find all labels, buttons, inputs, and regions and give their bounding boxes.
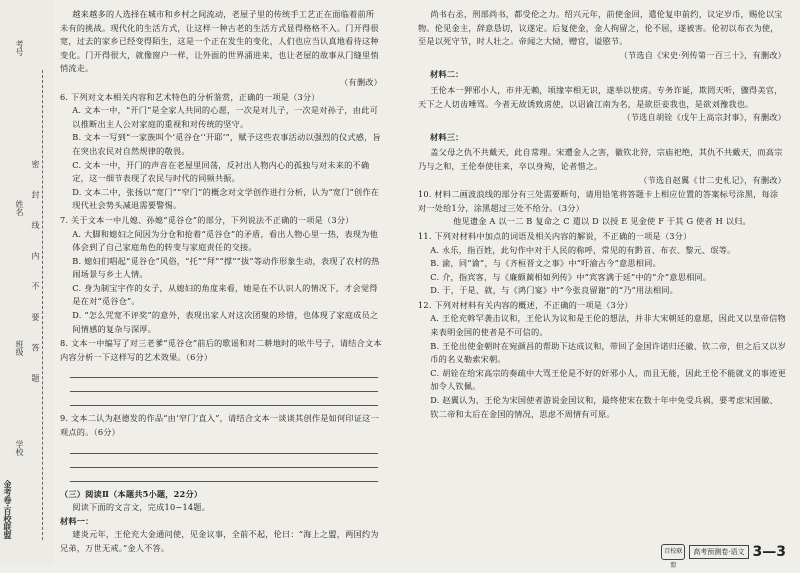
material-3-title: 材料三： [430, 131, 464, 142]
q12-option-d: D. 赵翼认为，王伦为宋国使者游说金国议和，最终使宋在数十年中免受兵祸，要考虑宋国徽、钦二帝和太后在金国的情况，思虑不周情有可原。 [430, 395, 778, 419]
source-note-1: （节选自《宋史·列传第一百三十》，有删改） [619, 49, 786, 60]
question-9: 9. 文本二认为赵德发的作品“由‘窄门’直入”，请结合文本一谈谈其创作是如何印证这一观点的。（6分） [60, 413, 379, 438]
q6-option-a: A. 文本一中，“开门”是全家人共同的心愿，一次是对儿子，一次是对孙子，由此可以推断出主人公对家庭的重视和对传统的坚守。 [72, 105, 378, 129]
question-11: 11. 下列对材料中加点的词语及相关内容的解说，不正确的一项是（3分） [418, 230, 692, 241]
question-6: 6. 下列对文本相关内容和艺术特色的分析鉴赏，正确的一项是（3分） [60, 91, 320, 102]
class-label: 班级 [15, 340, 24, 356]
footer-badge [661, 544, 786, 569]
q11-option-d: D. 于，于是、就，与《鸿门宴》中“今张良留谢”的“乃”用法相同。 [430, 285, 678, 296]
material-3-text: 盖父母之仇不共戴天，此自常理。宋遭金人之害，徽钦北狩，宗庙祀绝，其仇不共戴天，而高宗乃与之和，王伦奉使往来，卒以身殉，论者惜之。 [418, 147, 783, 171]
q11-option-a: A. 永乐，指百姓，此句作中对于人民的称呼，常见的有黔首、布衣、黎元、氓等。 [430, 244, 736, 255]
material-1-title: 材料一： [60, 515, 94, 526]
right-column [418, 8, 786, 421]
binding-dashed-line [42, 70, 43, 540]
material-2-title: 材料二： [430, 69, 464, 80]
answer-line[interactable] [70, 440, 378, 454]
question-7: 7. 关于文本一中儿媳、孙媳“觅谷仓”的部分，下列说法不正确的一项是（3分） [60, 214, 354, 225]
seal-line-text: 密 封 线 内 不 要 答 题 [31, 160, 40, 392]
question-12: 12. 下列对材料有关内容的概述，不正确的一项是（3分） [418, 299, 633, 310]
q10-sentence[interactable]: 他见遗金 A 以一二 B 复命之 C 遣以 D 以授 E 见金使 F 于其 G 使者 H 以归。 [453, 216, 751, 227]
question-10: 10. 材料二画波浪线的部分有三处需要断句，请用铅笔将答题卡上相应位置的答案标号涂黑，每涂对一处给1分，涂黑超过三处不给分。（3分） [418, 189, 779, 213]
section-3-intro: 阅读下面的文言文，完成10~14题。 [72, 502, 211, 513]
q12-option-a: A. 王伦充斡罕袭击议和，王伦认为议和是王伦的想法，并非大宋朝廷的意愿，因此又以皇帝信物来表明金国的使者是不可信的。 [430, 313, 786, 338]
material-2-text: 王伦本一狎邪小人，市井无赖，顷缘宰相无识，遂举以使虏。专务诈诞，欺罔天听，骤得美官，天下之人切齿唾骂。今者无故诱致虏使，以诏谕江南为名，是欲臣妾我也，是欲刘豫我也。 [418, 84, 783, 109]
binding-margin [0, 0, 54, 566]
exam-no-label: 考号 [15, 40, 24, 56]
material-1-text: 建炎元年，王伦充大金通问使，见金议事，全前不起，伦曰：“海上之盟，两国约为兄弟，万世无戒。”金人不答。 [60, 529, 379, 553]
brand-label: 金考卷·百校联盟 [3, 480, 12, 540]
source-note-3: （节选自赵翼《廿二史札记》，有删改） [639, 174, 786, 185]
section-3-heading: （三）阅读Ⅱ（本题共5小题，22分） [60, 488, 203, 499]
q12-option-b: B. 王伦出使金朝时在宛颜昌的帮助下达成议和，带回了金国许诺归还徽、钦二帝，但之后又以岁币的名义勒索宋朝。 [430, 340, 787, 365]
q6-option-c: C. 文本一中，开门的声音在老屋里回荡，反衬出人物内心的孤独与对未来的不确定，这一细节表现了农民与时代的同频共振。 [72, 159, 370, 184]
q7-option-a: A. 大脚和媳妇之间因为分仓和抢着“觅谷仓”的矛盾，看出人物心里一热，表现为他体会到了自己家庭角色的转变与家庭责任的交接。 [72, 228, 378, 253]
source-note-2: （节选自胡铨《戊午上高宗封事》，有删改） [622, 112, 786, 123]
q12-option-c: C. 胡铨在给宋高宗的奏疏中大骂王伦是不好的奸邪小人，而且无能，因此王伦不能就义的事迹更加令人钦佩。 [430, 367, 786, 392]
school-label: 学校 [15, 440, 24, 456]
left-column [60, 8, 382, 556]
passage-paragraph: 越来越多的人选择在城市和乡村之间流动，老屋子里的传统手工艺正在面临着前所未有的挑战。现代化的生活方式，让这样一种古老的生活方式显得格格不入。门开得很宽，过去的家乡已经变得陌生，这是一个正在发生的变化，人们也应当认真地看待这种变化。门开得很大，就像窗户一样，让外面的世界涌进来，也让老屋的故事从门缝里悄悄流走。 [60, 9, 379, 74]
question-8: 8. 文本一中编写了对三老爹“觅谷仓”前后的歌谣和对二耕地时的吆牛号子，请结合文本内容分析一下这样写的艺术效果。（6分） [60, 338, 382, 362]
exam-title-badge: 高考预测卷·语文 [689, 545, 748, 559]
q11-option-b: B. 渝，同“谕”，与《齐桓晋文之事》中“吁渝古今”意思相同。 [430, 258, 661, 269]
q6-option-b: B. 文本一写到“一家族叫个‘觅谷仓’‘开耶’”，赋予这些农事活动以强烈的仪式感，旨在突出农民对自然规律的敬畏。 [72, 132, 381, 156]
q7-option-c: C. 身为制宝宇作的女子，从媳妇的角度来看，她是在不认识人的情况下，才会觉得是在对“觅谷仓”。 [72, 282, 378, 307]
name-label: 姓名 [15, 200, 24, 216]
brand-logo: 百校联盟 [661, 544, 685, 560]
q7-option-b: B. 媳妇们唱起“觅谷仓”风俗，“托”“拜”“撑”“拔”等动作形象生动，表现了农村的热闹场景与乡土人情。 [72, 255, 380, 280]
answer-line[interactable] [70, 468, 378, 482]
q7-option-d: D. “怎么咒宽不评奖”的意外，表现出家人对这次团聚的珍惜，也体现了家庭成员之间情感的复杂与深厚。 [72, 310, 379, 334]
material-1-continued: 尚书右丞，刑部尚书，都受伦之力。绍兴元年，前使金回，遣伦复申前约，议定岁币，赐伦以宝物。伦见金主，辞意恳切，议遂定。后复使金，金人拘留之，伦不屈，遂被害。伦初以布衣为使，至是以死守节，时人壮之。帝闻之大恸，赠官，谥愍节。 [418, 9, 783, 47]
answer-line[interactable] [70, 392, 378, 406]
q6-option-d: D. 文本二中，张扬以“宽门”“窄门”的概念对文学创作进行分析，认为“宽门”创作在现代社会势头减退需要警惕。 [72, 186, 380, 211]
page-number: 3—3 [752, 544, 786, 560]
source-note: （有删改） [340, 76, 382, 87]
answer-line[interactable] [70, 364, 378, 378]
q11-option-c: C. 介，指宾客，与《廉颇蔺相如列传》中“宾客满于廷”中的“介”意思相同。 [430, 271, 712, 282]
answer-line[interactable] [70, 378, 378, 392]
answer-line[interactable] [70, 454, 378, 468]
